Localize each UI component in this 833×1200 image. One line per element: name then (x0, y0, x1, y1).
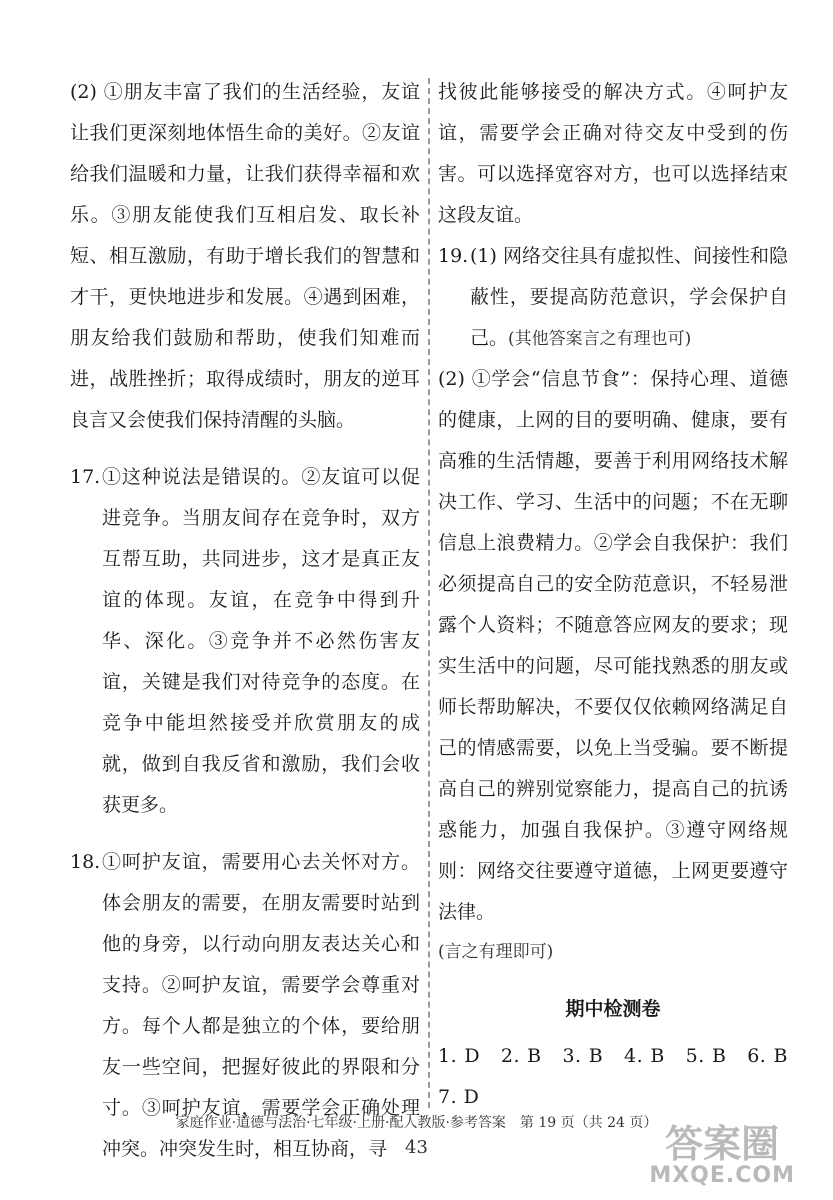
watermark-line2: MXQE.COM (649, 1163, 795, 1188)
q17-answer (70, 457, 420, 826)
right-column (438, 72, 808, 1118)
q18-number: 18. (70, 851, 101, 873)
q18-text: ①呵护友谊，需要用心去关怀对方。体会朋友的需要，在朋友需要时站到他的身旁，以行动向朋友表达关心和支持。②呵护友谊，需要学会尊重对方。每个人都是独立的个体，要给朋友一些空间，把握好彼此的界限和分寸。③呵护友谊，需要学会正确处理冲突。冲突发生时，相互协商，寻 (102, 851, 420, 1160)
running-footer: 家庭作业·道德与法治·七年级·上册·配人教版·参考答案 第 19 页（共 24 页） (175, 1115, 658, 1131)
section-title: 期中检测卷 (565, 998, 661, 1020)
column-divider (428, 78, 430, 1108)
q19-part1-text: (1) 网络交往具有虚拟性、间接性和隐蔽性，要提高防范意识，学会保护自己。 (470, 245, 788, 349)
watermark-line1: 答案圈 (665, 1122, 780, 1166)
left-column (70, 72, 420, 1170)
q19-part2: (2) ①学会“信息节食”：保持心理、道德的健康，上网的目的要明确、健康，要有高雅的生活情趣，要善于利用网络技术解决工作、学习、生活中的问题；不在无聊信息上浪费精力。②学会自我保护：我们必须提高自己的安全防范意识，不轻易泄露个人资料；不随意答应网友的要求；现实生活中的问题，尽可能找熟悉的朋友或师长帮助解决，不要仅仅依赖网络满足自己的情感需要，以免上当受骗。要不断提高自己的辨别觉察能力，提高自己的抗诱惑能力，加强自我保护。③遵守网络规则：网络交往要遵守道德，上网更要遵守法律。 (438, 368, 788, 923)
q18-continued: 找彼此能够接受的解决方式。④呵护友谊，需要学会正确对待交友中受到的伤害。可以选择宽容对方，也可以选择结束这段友谊。 (438, 81, 788, 226)
q19-part2-note: (言之有理即可) (438, 942, 554, 962)
multiple-choice-answers: 1. D 2. B 3. B 4. B 5. B 6. B 7. D (438, 1045, 808, 1108)
q19-answer (438, 236, 788, 359)
q17-text: ①这种说法是错误的。②友谊可以促进竞争。当朋友间存在竞争时，双方互帮互助，共同进步，这才是真正友谊的体现。友谊，在竞争中得到升华、深化。③竞争并不必然伤害友谊，关键是我们对待竞争的态度。在竞争中能坦然接受并欣赏朋友的成就，做到自我反省和激励，我们会收获更多。 (102, 466, 420, 816)
watermark-logo (649, 1124, 795, 1188)
q19-part1-note: (其他答案言之有理也可) (508, 329, 692, 349)
spacer (70, 441, 420, 457)
q17-number: 17. (70, 466, 101, 488)
spacer (70, 826, 420, 842)
q19-number: 19. (438, 245, 469, 267)
q16-part2-answer: (2) ①朋友丰富了我们的生活经验，友谊让我们更深刻地体悟生命的美好。②友谊给我们温暖和力量，让我们获得幸福和欢乐。③朋友能使我们互相启发、取长补短、相互激励，有助于增长我们的智慧和才干，更快地进步和发展。④遇到困难，朋友给我们鼓励和帮助，使我们知难而进，战胜挫折；取得成绩时，朋友的逆耳良言又会使我们保持清醒的头脑。 (70, 81, 420, 431)
q19-part1 (470, 236, 788, 359)
page-number: 43 (405, 1137, 428, 1158)
